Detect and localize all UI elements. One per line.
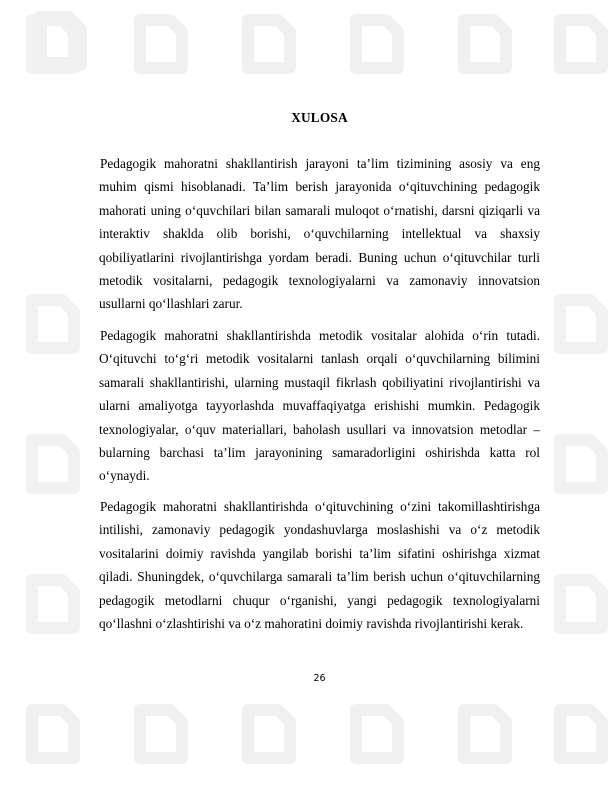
page-title: XULOSA [291, 110, 348, 125]
page-number: 26 [313, 673, 326, 684]
paragraph-2: Pedagogik mahoratni shakllantirishda metodik vositalar alohida o‘rin tutadi. O‘qituvchi to‘g‘ri metodik vositalarni tanlash orqali o‘quvchilarning bilimini samarali shakllantirishi, ularning mustaqil fikrlash qobiliyatini rivojlantirishi va ularni amaliyotga tayyorlashda muvaffaqiyatga erishishi mumkin. Pedagogik texnologiyalar, o‘quv materiallari, baholash usullari va innovatsion metodlar – bularning barchasi ta’lim jarayonining samaradorligini oshirishda katta rol o‘ynaydi. [99, 328, 540, 484]
paragraph-3: Pedagogik mahoratni shakllantirishda o‘qituvchining o‘zini takomillashtirishga intilishi, zamonaviy pedagogik yondashuvlarga moslashishi va o‘z metodik vositalarini doimiy ravishda yangilab borishi ta’lim sifatini oshirishga xizmat qiladi. Shuningdek, o‘quvchilarga samarali ta’lim berish uchun o‘qituvchilarning pedagogik metodlarni chuqur o‘rganishi, yangi pedagogik texnologiyalarni qo‘llashni o‘zlashtirishi va o‘z mahoratini doimiy ravishda rivojlantirishi kerak. [99, 499, 540, 632]
paragraph-1: Pedagogik mahoratni shakllantirish jarayoni ta’lim tizimining asosiy va eng muhim qismi hisoblanadi. Ta’lim berish jarayonida o‘qituvchining pedagogik mahorati uning o‘quvchilari bilan samarali muloqot o‘rnatishi, darsni qiziqarli va interaktiv shaklda olib borishi, o‘quvchilarning intellektual va shaxsiy qobiliyatlarini rivojlantirishga yordam beradi. Buning uchun o‘qituvchilar turli metodik vositalarni, pedagogik texnologiyalarni va zamonaviy innovatsion usullarni qo‘llashlari zarur. [99, 156, 540, 312]
